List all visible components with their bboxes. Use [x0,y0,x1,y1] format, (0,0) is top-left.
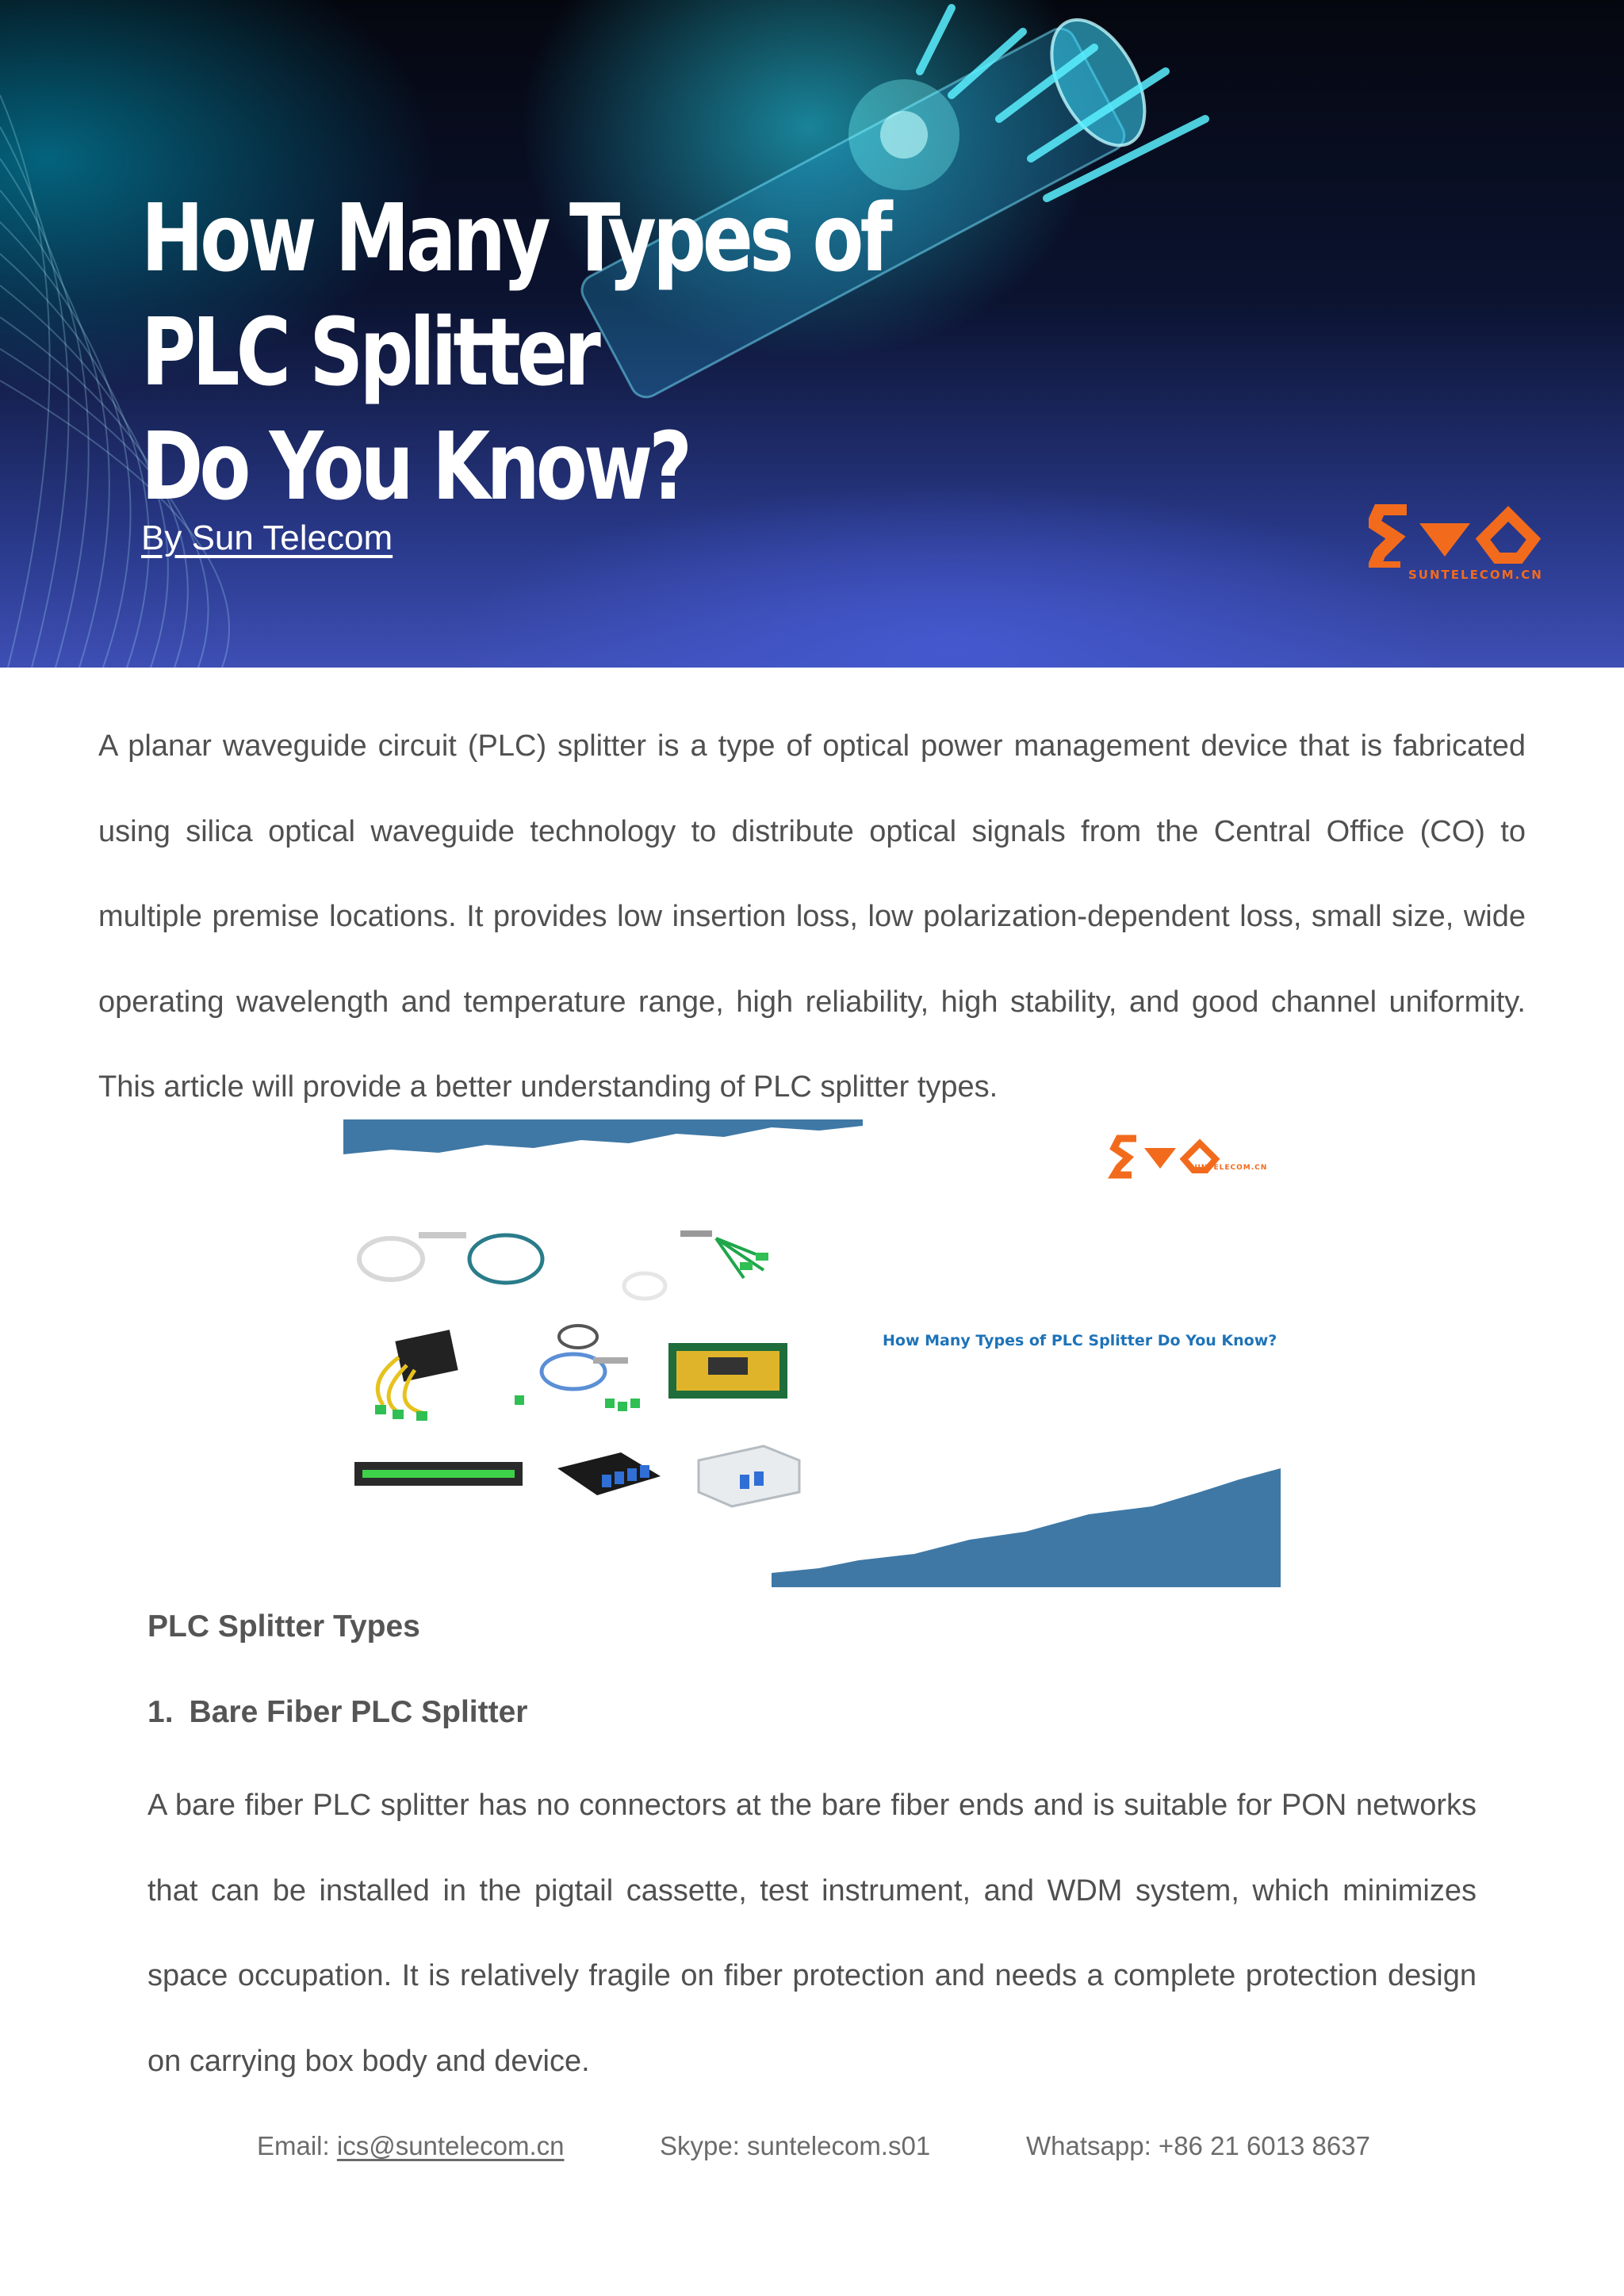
bare-fiber-paragraph: A bare fiber PLC splitter has no connectors at the bare fiber ends and is suitable for PON networks that can be installed in the pigtail cassette, test instrument, and WDM system, which minimizes space occupation. It is relatively fragile on fiber protection and needs a complete protection design on carrying box body and device. [147,1789,1477,2078]
section-heading: PLC Splitter Types [147,1609,420,1644]
footer-skype: Skype: suntelecom.s01 [660,2131,931,2160]
figure-logo-domain: SUNTELECOM.CN [1189,1164,1268,1172]
page-title [141,181,966,523]
logo-domain-text: SUNTELECOM.CN [1408,568,1543,582]
email-label: Email: [257,2131,337,2160]
footer-whatsapp: Whatsapp: +86 21 6013 8637 [1026,2131,1370,2160]
page-title-line-1: How Many Types of PLC Splitter [141,183,889,407]
subsection-heading [147,1695,527,1730]
page-title-line-2: Do You Know? [141,411,689,521]
intro-paragraph: A planar waveguide circuit (PLC) splitter is a type of optical power management device that is fabricated using silica optical waveguide technology to distribute optical signals from the Central Office (CO) to multiple premise locations. It provides low insertion loss, low polarization-dependent loss, small size, wide operating wavelength and temperature range, high reliability, high stability, and good channel uniformity. This article will provide a better understanding of PLC splitter types. [98,729,1526,1104]
article-cover-image [343,1119,1281,1587]
plc-splitter-products-illustration [343,1119,1281,1587]
contact-footer [0,2131,1624,2171]
sun-logo-icon [1369,504,1545,568]
footer-email [257,2131,564,2161]
subsection-number: 1. [147,1695,174,1729]
figure-caption: How Many Types of PLC Splitter Do You Know? [883,1332,1277,1349]
author-byline-link[interactable]: By Sun Telecom [141,519,393,557]
sun-telecom-logo [1369,504,1545,587]
email-link[interactable]: ics@suntelecom.cn [336,2131,565,2160]
subsection-title: Bare Fiber PLC Splitter [189,1695,528,1729]
header-banner [0,0,1624,668]
